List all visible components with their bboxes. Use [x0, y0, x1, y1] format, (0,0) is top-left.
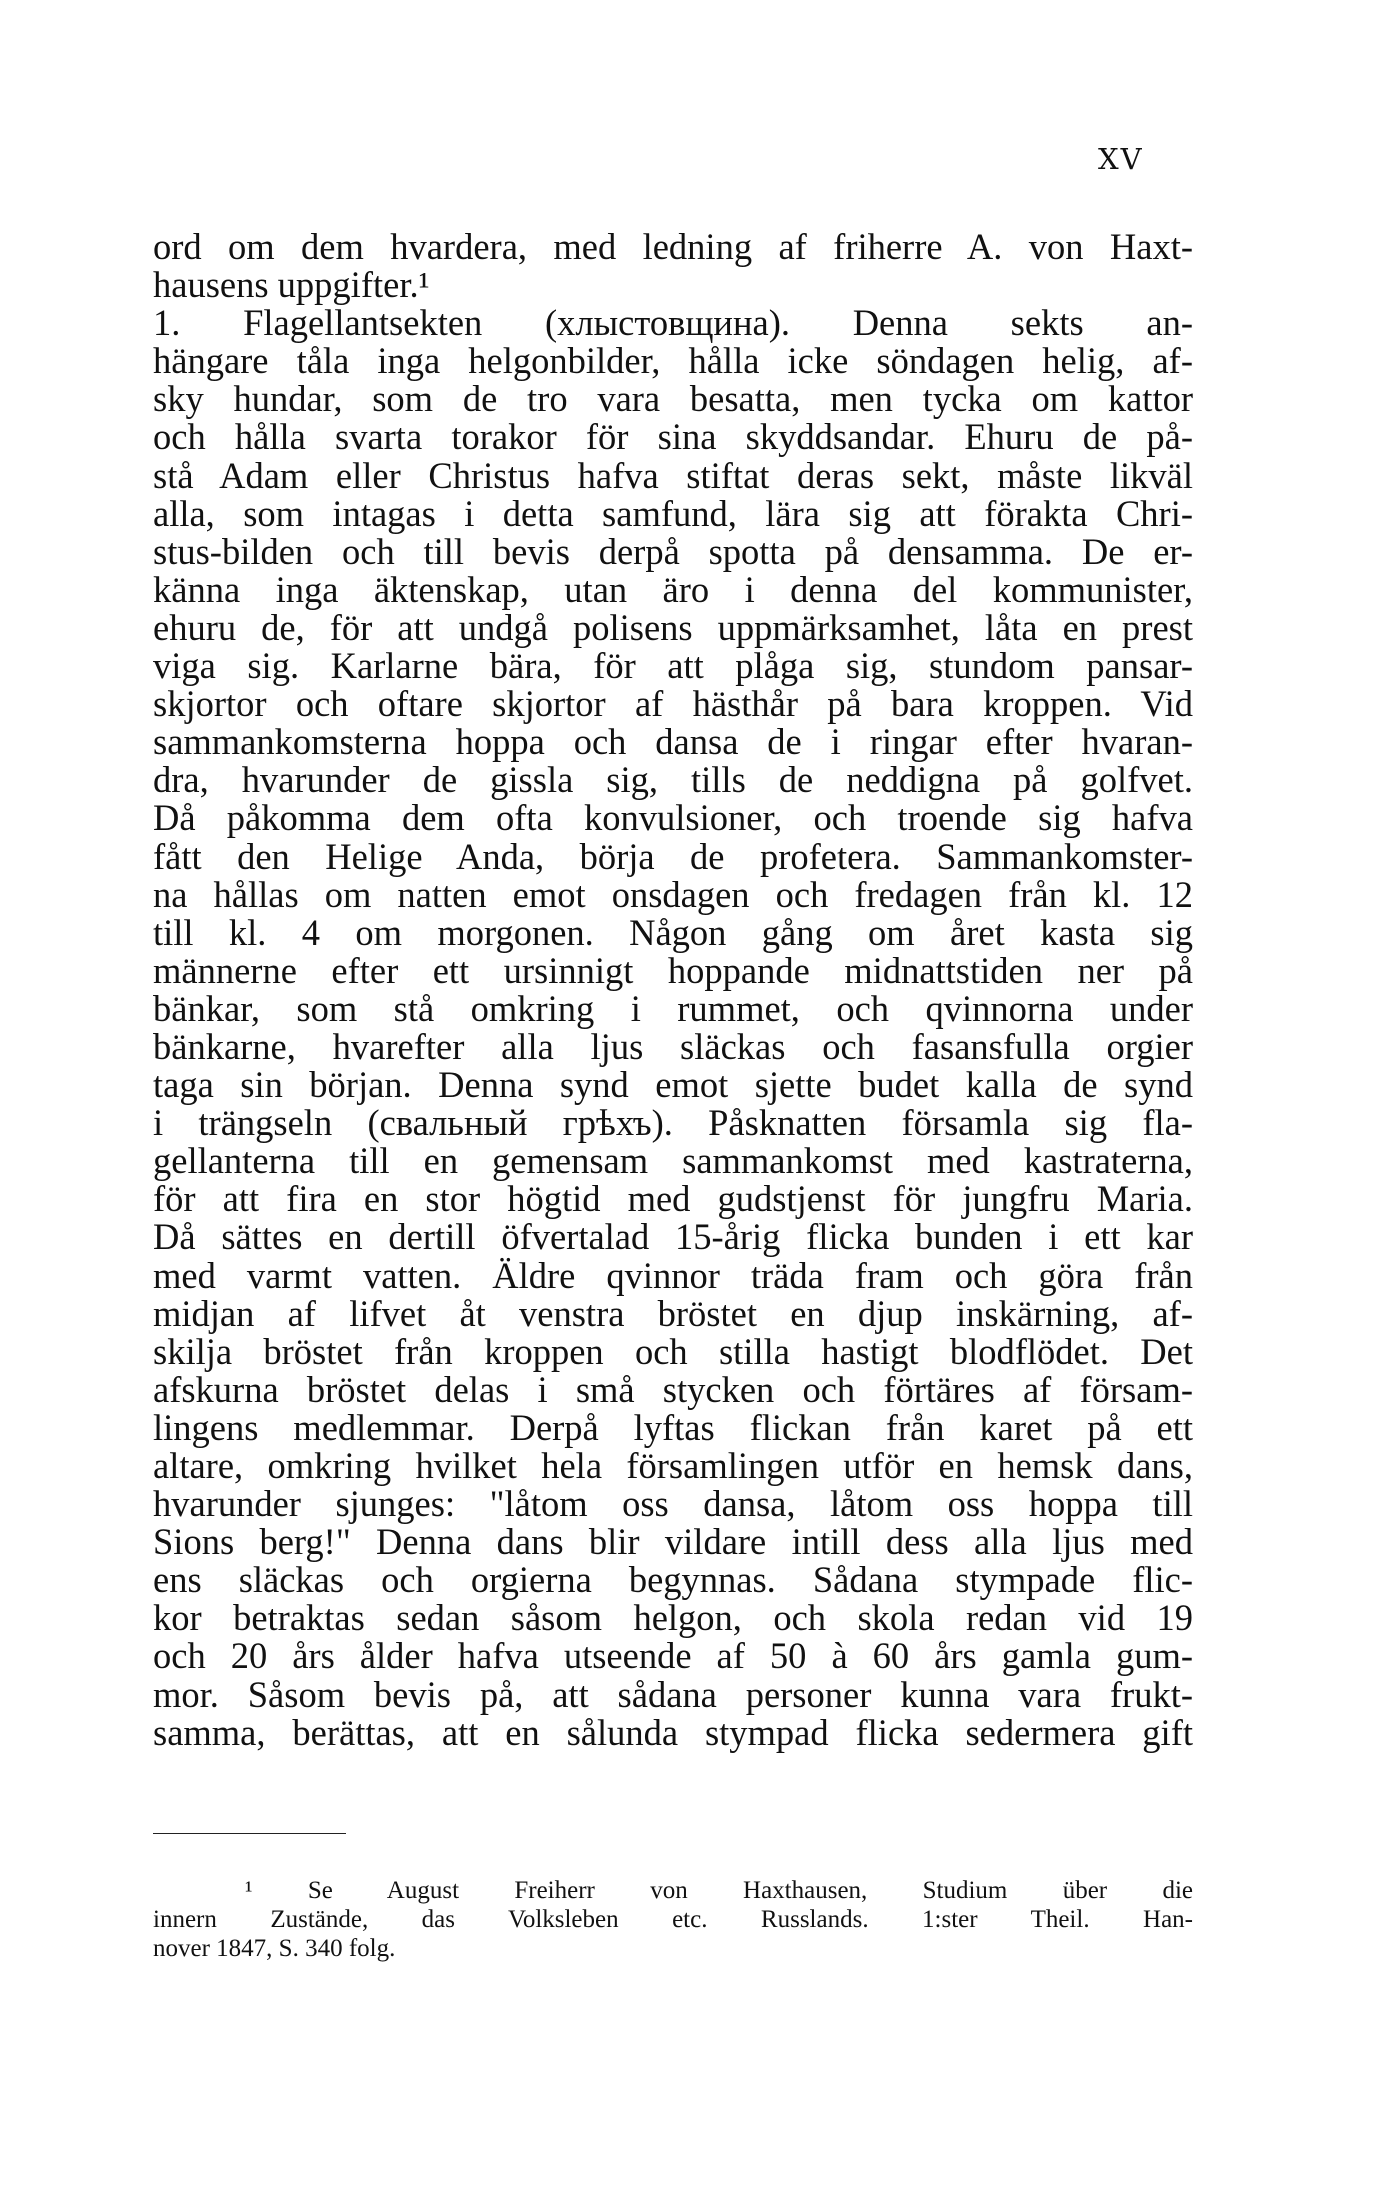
text-line: lingens medlemmar. Derpå lyftas flickan från karet på ett: [153, 1406, 1193, 1448]
footnote-line: nover 1847, S. 340 folg.: [153, 1935, 396, 1962]
text-line: sky hundar, som de tro vara besatta, men tycka om kattor: [153, 378, 1193, 420]
text-line: Då sättes en dertill öfvertalad 15-årig flicka bunden i ett kar: [153, 1216, 1193, 1258]
text-line: sammankomsterna hoppa och dansa de i ringar efter hvaran-: [153, 721, 1193, 763]
text-line: 1. Flagellantsekten (хлыстовщина). Denna sekts an-: [153, 302, 1193, 344]
text-line: midjan af lifvet åt venstra bröstet en djup inskärning, af-: [153, 1292, 1193, 1334]
text-line: bänkar, som stå omkring i rummet, och qvinnorna under: [153, 987, 1193, 1029]
text-line: kor betraktas sedan såsom helgon, och skola redan vid 19: [153, 1597, 1193, 1639]
text-line: afskurna bröstet delas i små stycken och förtäres af försam-: [153, 1368, 1193, 1410]
text-line: alla, som intagas i detta samfund, lära sig att förakta Chri-: [153, 492, 1193, 534]
text-line: samma, berättas, att en sålunda stympad flicka sedermera gift: [153, 1711, 1193, 1753]
body-text: [153, 228, 1193, 1752]
footnote: [153, 1876, 1193, 1963]
text-line: känna inga äktenskap, utan äro i denna del kommunister,: [153, 568, 1193, 610]
text-line: fått den Helige Anda, börja de profetera. Sammankomster-: [153, 835, 1193, 877]
text-line: hvarunder sjunges: "låtom oss dansa, låtom oss hoppa till: [153, 1483, 1193, 1525]
text-line: ehuru de, för att undgå polisens uppmärksamhet, låta en prest: [153, 606, 1193, 648]
footnote-line: ¹ Se August Freiherr von Haxthausen, Studium über die: [245, 1877, 1193, 1904]
text-line: gellanterna till en gemensam sammankomst med kastraterna,: [153, 1140, 1193, 1182]
text-line: altare, omkring hvilket hela församlingen utför en hemsk dans,: [153, 1445, 1193, 1486]
text-line: i trängseln (свальный грѣхъ). Påsknatten församla sig fla-: [153, 1102, 1193, 1144]
text-line: skilja bröstet från kroppen och stilla hastigt blodflödet. Det: [153, 1330, 1193, 1372]
text-line: Då påkomma dem ofta konvulsioner, och troende sig hafva: [153, 797, 1193, 839]
text-line: och 20 års ålder hafva utseende af 50 à 60 års gamla gum-: [153, 1635, 1193, 1677]
text-line: bänkarne, hvarefter alla ljus släckas och fasansfulla orgier: [153, 1025, 1193, 1067]
text-line: stå Adam eller Christus hafva stiftat deras sekt, måste likväl: [153, 454, 1193, 496]
text-line: för att fira en stor högtid med gudstjenst för jungfru Maria.: [153, 1178, 1193, 1220]
text-line: taga sin början. Denna synd emot sjette budet kalla de synd: [153, 1064, 1193, 1106]
text-line: ens släckas och orgierna begynnas. Sådana stympade flic-: [153, 1559, 1193, 1601]
text-line: skjortor och oftare skjortor af hästhår på bara kroppen. Vid: [153, 683, 1193, 725]
text-line: och hålla svarta torakor för sina skyddsandar. Ehuru de på-: [153, 416, 1193, 458]
text-line: na hållas om natten emot onsdagen och fredagen från kl. 12: [153, 873, 1193, 915]
text-line: hängare tåla inga helgonbilder, hålla icke söndagen helig, af-: [153, 340, 1193, 382]
text-line: viga sig. Karlarne bära, för att plåga sig, stundom pansar-: [153, 645, 1193, 687]
text-line: männerne efter ett ursinnigt hoppande midnattstiden ner på: [153, 949, 1193, 991]
text-line: till kl. 4 om morgonen. Någon gång om året kasta sig: [153, 911, 1193, 953]
footnote-line: innern Zustände, das Volksleben etc. Russlands. 1:ster Theil. Han-: [153, 1906, 1193, 1933]
text-line: dra, hvarunder de gissla sig, tills de neddigna på golfvet.: [153, 759, 1193, 801]
text-line: hausens uppgifter.¹: [153, 264, 430, 306]
text-line: med varmt vatten. Äldre qvinnor träda fram och göra från: [153, 1254, 1193, 1296]
text-line: mor. Såsom bevis på, att sådana personer kunna vara frukt-: [153, 1673, 1193, 1715]
text-line: stus-bilden och till bevis derpå spotta på densamma. De er-: [153, 530, 1193, 572]
text-line: ord om dem hvardera, med ledning af friherre A. von Haxt-: [153, 226, 1193, 267]
page-number: XV: [1098, 142, 1144, 176]
text-line: Sions berg!" Denna dans blir vildare intill dess alla ljus med: [153, 1521, 1193, 1563]
footnote-separator: [153, 1833, 346, 1834]
